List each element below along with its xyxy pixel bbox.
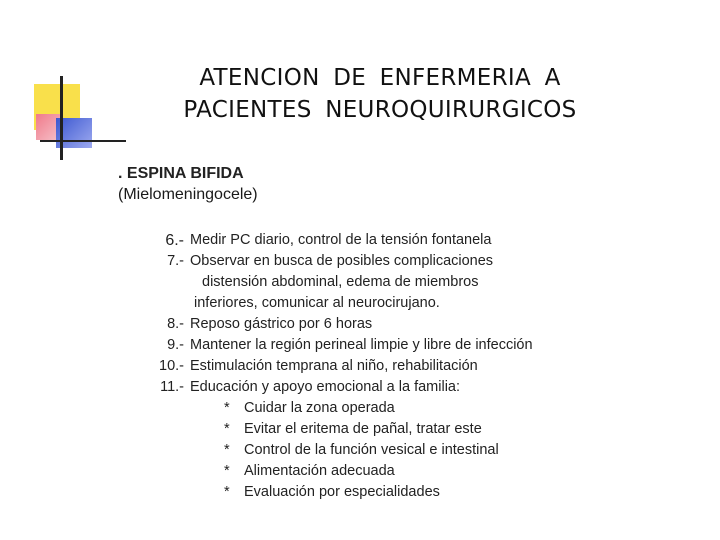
list-item-number: 7.-	[167, 253, 184, 269]
list-item-number: 8.-	[167, 316, 184, 332]
bullet-symbol: *	[224, 484, 230, 500]
section-heading	[118, 163, 258, 205]
list-item-number: 9.-	[167, 337, 184, 353]
sub-list-item	[140, 419, 700, 440]
bullet-symbol: *	[224, 442, 230, 458]
slide-title-line-1: ATENCION DE ENFERMERIA A	[199, 65, 561, 91]
sub-list-item-text: Control de la función vesical e intestinal	[244, 442, 499, 458]
list-item	[140, 377, 700, 398]
list-item-text: Educación y apoyo emocional a la familia:	[190, 379, 461, 395]
list-item	[140, 335, 700, 356]
sub-list-item	[140, 461, 700, 482]
sub-list-item	[140, 482, 700, 503]
list-item-text: Reposo gástrico por 6 horas	[190, 316, 373, 332]
section-heading-main: . ESPINA BIFIDA	[118, 165, 244, 182]
care-list	[140, 230, 700, 503]
slide-title	[90, 62, 670, 126]
logo-horizontal-line	[40, 140, 126, 142]
bullet-symbol: *	[224, 421, 230, 437]
list-item	[140, 230, 700, 251]
list-item-number: 10.-	[159, 358, 184, 374]
sub-list-item-text: Evitar el eritema de pañal, tratar este	[244, 421, 482, 437]
list-item-text: Estimulación temprana al niño, rehabilitación	[190, 358, 478, 374]
logo-vertical-line	[60, 76, 63, 160]
list-item	[140, 356, 700, 377]
list-item	[140, 251, 700, 272]
list-item-number: 6.-	[165, 232, 184, 249]
sub-list-item-text: Cuidar la zona operada	[244, 400, 395, 416]
sub-list-item	[140, 440, 700, 461]
list-item-continuation: distensión abdominal, edema de miembros	[202, 274, 479, 290]
list-item-text: Mantener la región perineal limpie y libre de infección	[190, 337, 533, 353]
sub-list-item-text: Evaluación por especialidades	[244, 484, 440, 500]
sub-list-item-text: Alimentación adecuada	[244, 463, 395, 479]
list-item	[140, 314, 700, 335]
bullet-symbol: *	[224, 400, 230, 416]
bullet-symbol: *	[224, 463, 230, 479]
slide-title-line-2: PACIENTES NEUROQUIRURGICOS	[183, 97, 577, 123]
list-item-continuation: inferiores, comunicar al neurocirujano.	[194, 295, 440, 311]
list-item-text: Observar en busca de posibles complicaciones	[190, 253, 494, 269]
list-item-text: Medir PC diario, control de la tensión fontanela	[190, 232, 492, 248]
list-item-number: 11.-	[160, 379, 184, 395]
sub-list-item	[140, 398, 700, 419]
section-heading-sub: (Mielomeningocele)	[118, 186, 258, 203]
